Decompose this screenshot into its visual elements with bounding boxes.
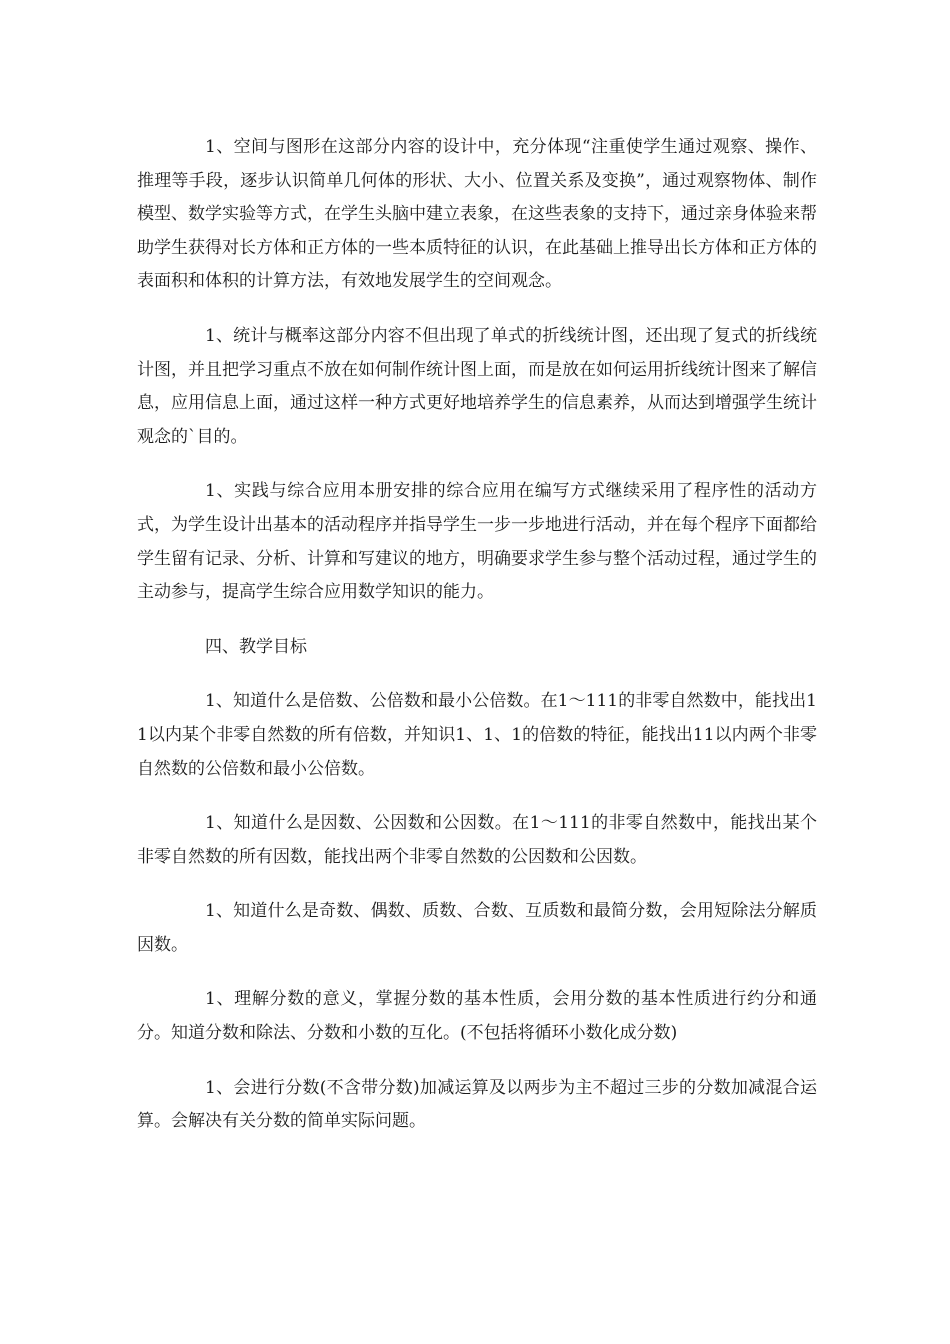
objective-multiples: 1、知道什么是倍数、公倍数和最小公倍数。在1～111的非零自然数中，能找出11以内某个非零自然数的所有倍数，并知识1、1、1的倍数的特征，能找出11以内两个非零自然数的公倍数和最小公倍数。 — [137, 691, 817, 779]
paragraph-statistics-probability: 1、统计与概率这部分内容不但出现了单式的折线统计图，还出现了复式的折线统计图，并且把学习重点不放在如何制作统计图上面，而是放在如何运用折线统计图来了解信息，应用信息上面，通过这样一种方式更好地培养学生的信息素养，从而达到增强学生统计观念的`目的。 — [137, 325, 817, 447]
objective-fraction-operations: 1、会进行分数(不含带分数)加减运算及以两步为主不超过三步的分数加减混合运算。会解决有关分数的简单实际问题。 — [137, 1077, 817, 1132]
section-heading-teaching-goals: 四、教学目标 — [205, 636, 307, 657]
document-page — [137, 131, 817, 1160]
paragraph-practice-application: 1、实践与综合应用本册安排的综合应用在编写方式继续采用了程序性的活动方式，为学生设计出基本的活动程序并指导学生一步一步地进行活动，并在每个程序下面都给学生留有记录、分析、计算和写建议的地方，明确要求学生参与整个活动过程，通过学生的主动参与，提高学生综合应用数学知识的能力。 — [137, 481, 817, 603]
objective-fraction-meaning: 1、理解分数的意义，掌握分数的基本性质，会用分数的基本性质进行约分和通分。知道分数和除法、分数和小数的互化。(不包括将循环小数化成分数) — [137, 989, 817, 1044]
objective-odd-even-prime: 1、知道什么是奇数、偶数、质数、合数、互质数和最简分数，会用短除法分解质因数。 — [137, 901, 817, 955]
paragraph-space-and-shape: 1、空间与图形在这部分内容的设计中，充分体现“注重使学生通过观察、操作、推理等手段，逐步认识简单几何体的形状、大小、位置关系及变换”，通过观察物体、制作模型、数学实验等方式，在学生头脑中建立表象，在这些表象的支持下，通过亲身体验来帮助学生获得对长方体和正方体的一些本质特征的认识，在此基础上推导出长方体和正方体的表面积和体积的计算方法，有效地发展学生的空间观念。 — [137, 137, 817, 292]
objective-factors: 1、知道什么是因数、公因数和公因数。在1～111的非零自然数中，能找出某个非零自然数的所有因数，能找出两个非零自然数的公因数和公因数。 — [137, 813, 817, 867]
